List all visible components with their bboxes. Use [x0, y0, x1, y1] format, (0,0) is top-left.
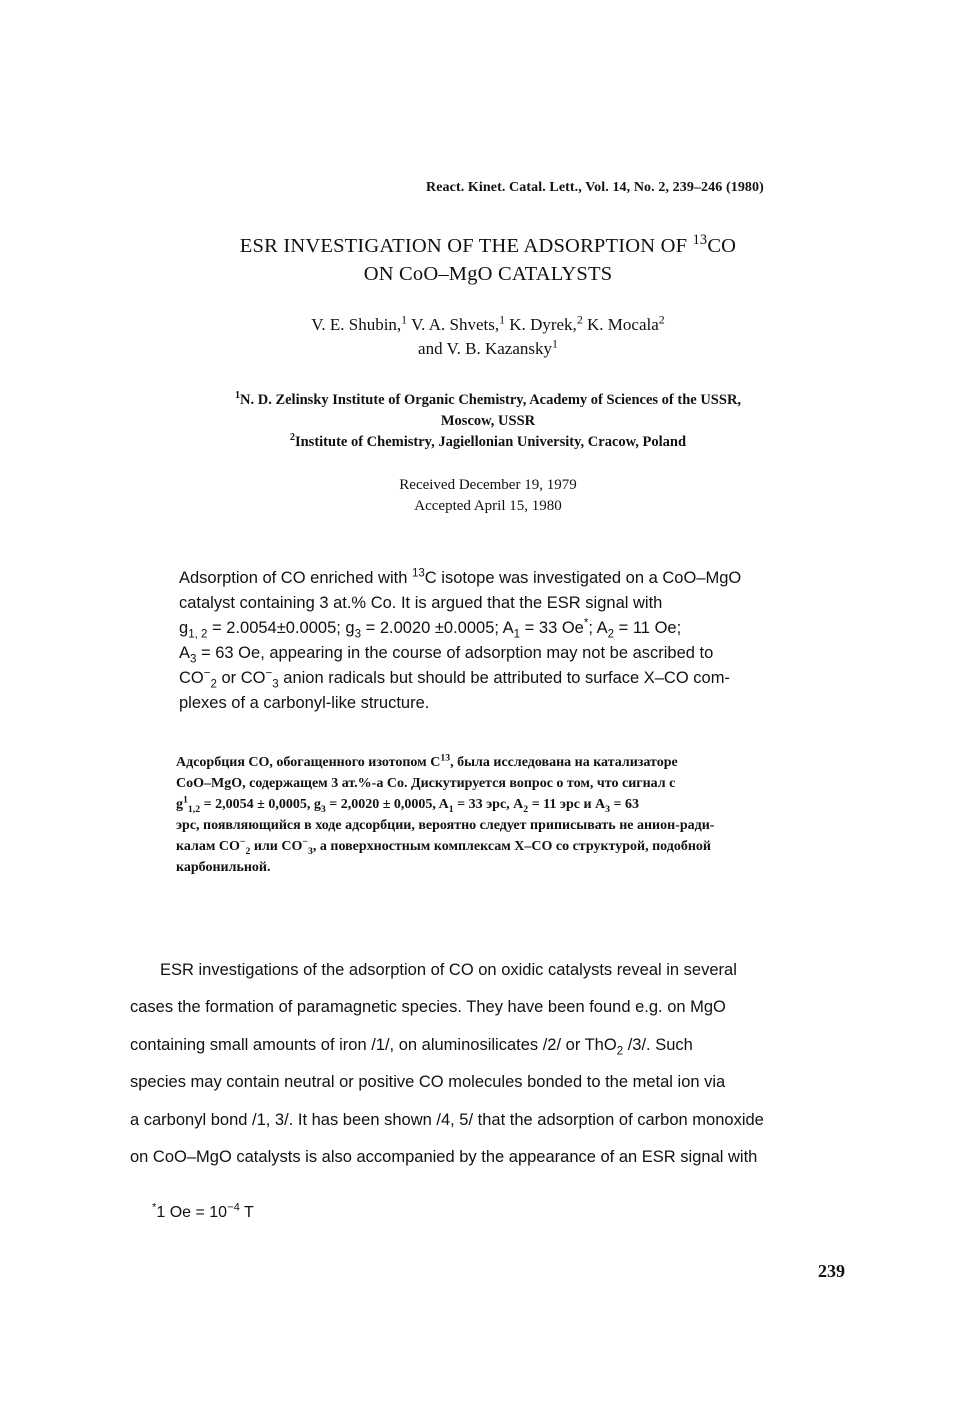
- body-line: a carbonyl bond /1, 3/. It has been shown /4, 5/ that the adsorption of carbon monoxide: [130, 1110, 764, 1129]
- abstract-ru-line: карбонильной.: [176, 860, 271, 875]
- abstract-en-line: catalyst containing 3 at.% Co. It is argued that the ESR signal with: [179, 594, 663, 612]
- abstract-ru-line: $g^1_{1,2} = 2,0054 \pm 0,0005$, $g_3 = 2,0020 \pm 0,0005$, $A_1 = 33$ эрс, $A_2 = 11$ эрс и $A_3 = 63$: [176, 794, 640, 815]
- author-list: [0, 313, 976, 361]
- abstract-english: [179, 566, 869, 716]
- body-line: containing small amounts of iron /1/, on aluminosilicates /2/ or ThO$_2$ /3/. Such: [130, 1035, 693, 1058]
- dates: [0, 475, 976, 517]
- body-line: cases the formation of paramagnetic species. They have been found e.g. on MgO: [130, 998, 726, 1017]
- abstract-ru-line: эрс, появляющийся в ходе адсорбции, вероятно следует приписывать не анион-ради-: [176, 818, 715, 833]
- title-line-1: ESR INVESTIGATION OF THE ADSORPTION OF $^{13}$CO: [239, 232, 737, 257]
- abstract-en-line: $A_3 = 63$ Oe, appearing in the course of adsorption may not be ascribed to: [179, 644, 714, 666]
- affiliation-1-line-2: Moscow, USSR: [440, 413, 536, 429]
- abstract-en-line: $g_{1, 2} = 2.0054\pm 0.0005$; $g_3 = 2.0020 \pm 0.0005$; $A_1 = 33$ Oe*; $A_2 = 11$ Oe;: [179, 617, 682, 641]
- body-text: [130, 952, 900, 1176]
- received-date: Received December 19, 1979: [399, 477, 577, 493]
- page-number: 239: [818, 1261, 845, 1281]
- title-line-2: ON CoO–MgO CATALYSTS: [363, 263, 613, 285]
- body-line: on CoO–MgO catalysts is also accompanied by the appearance of an ESR signal with: [130, 1148, 758, 1167]
- abstract-russian: [176, 752, 856, 878]
- affiliations: [0, 390, 976, 453]
- abstract-en-line: Adsorption of CO enriched with $^{13}$C isotope was investigated on a CoO–MgO: [179, 567, 742, 587]
- abstract-ru-line: Адсорбция CO, обогащенного изотопом $C^{13}$, была исследована на катализаторе: [176, 752, 678, 770]
- abstract-en-line: $CO^-_2$ or $CO^-_3$ anion radicals but should be attributed to surface X–CO com-: [179, 667, 730, 691]
- body-line: ESR investigations of the adsorption of CO on oxidic catalysts reveal in several: [160, 961, 737, 979]
- authors-line-1: V. E. Shubin,$^1$ V. A. Shvets,$^1$ K. Dyrek,$^2$ K. Mocala$^2$: [311, 312, 665, 334]
- body-line: species may contain neutral or positive CO molecules bonded to the metal ion via: [130, 1073, 726, 1092]
- paper-title: [0, 232, 976, 288]
- affiliation-2: $^2$Institute of Chemistry, Jagiellonian University, Cracow, Poland: [289, 432, 687, 450]
- accepted-date: Accepted April 15, 1980: [414, 498, 562, 514]
- footnote: *1 $Oe = 10^{-4}$ T: [152, 1201, 254, 1221]
- abstract-ru-line: калам $CO^-_2$ или $CO^-_3$, а поверхностным комплексам X–CO со структурой, подобной: [176, 836, 711, 857]
- authors-line-2: and V. B. Kazansky$^1$: [418, 336, 558, 358]
- journal-reference: React. Kinet. Catal. Lett., Vol. 14, No. 2, 239–246 (1980): [426, 180, 764, 195]
- abstract-en-line: plexes of a carbonyl-like structure.: [179, 694, 430, 712]
- abstract-ru-line: CoO–MgO, содержащем 3 ат.%-а Co. Дискутируется вопрос о том, что сигнал с: [176, 776, 676, 791]
- affiliation-1-line-1: $^1$N. D. Zelinsky Institute of Organic Chemistry, Academy of Sciences of the USSR,: [234, 390, 742, 408]
